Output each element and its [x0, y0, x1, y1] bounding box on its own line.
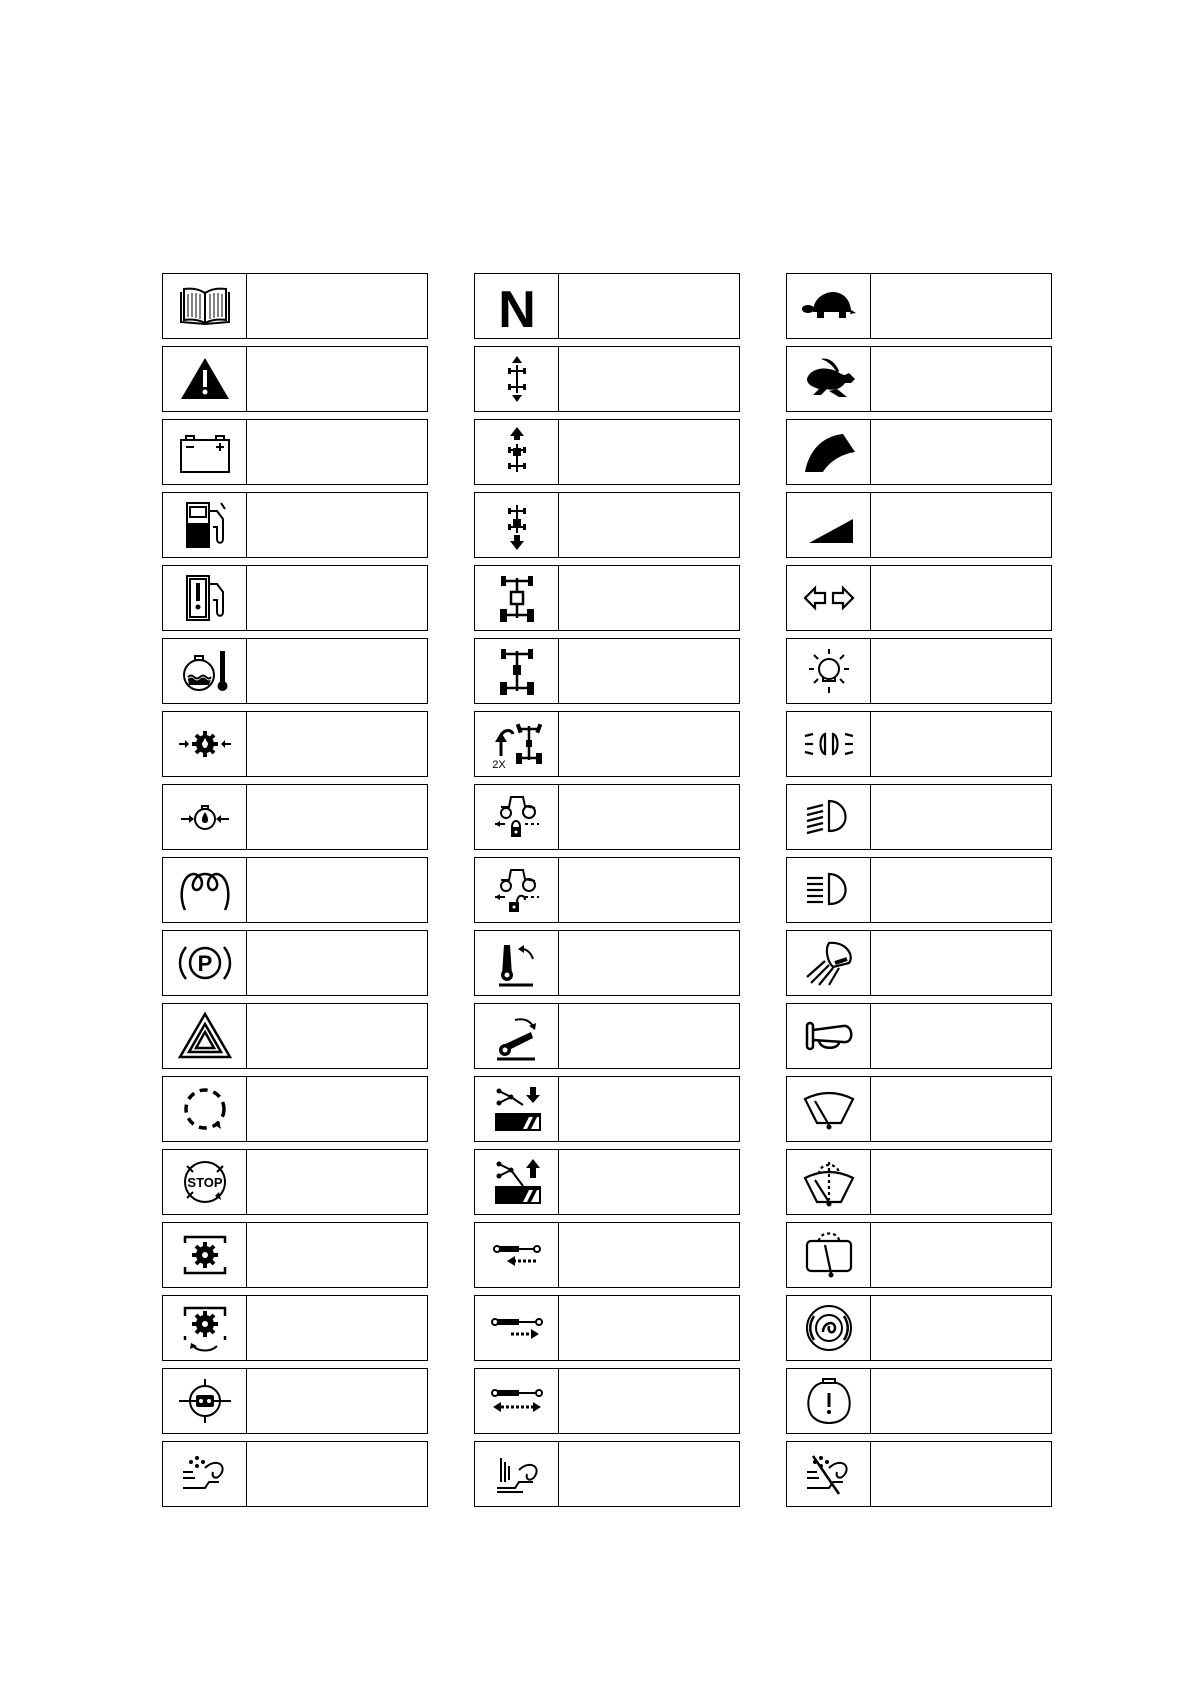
fast-rabbit-icon: [787, 347, 871, 411]
coolant-temperature-icon: [163, 639, 247, 703]
symbol-row: [162, 273, 428, 339]
slow-turtle-icon: [787, 274, 871, 338]
symbol-row: [162, 492, 428, 558]
symbol-row: [474, 346, 740, 412]
symbol-row: [474, 1368, 740, 1434]
symbol-description: [247, 493, 427, 557]
symbol-row: [786, 711, 1052, 777]
symbol-description: [559, 1442, 739, 1506]
lever-lower-icon: [475, 1004, 559, 1068]
low-fuel-warning-icon: [163, 566, 247, 630]
svg-text:P: P: [197, 951, 212, 976]
symbol-row: [162, 1295, 428, 1361]
symbol-description: [871, 1442, 1051, 1506]
symbol-row: [162, 1441, 428, 1507]
symbol-row: [162, 857, 428, 923]
symbol-row: [786, 638, 1052, 704]
windshield-washer-icon: [787, 1150, 871, 1214]
symbol-description: [247, 1442, 427, 1506]
low-beam-icon: [787, 785, 871, 849]
svg-text:STOP: STOP: [186, 1175, 223, 1190]
symbol-description: [871, 1296, 1051, 1360]
symbol-row: [162, 1076, 428, 1142]
symbol-description: [247, 639, 427, 703]
symbol-row: [786, 1441, 1052, 1507]
symbol-description: [871, 1150, 1051, 1214]
symbol-row: [474, 1003, 740, 1069]
warning-triangle-icon: [163, 347, 247, 411]
neutral-label: N: [497, 281, 536, 332]
symbol-row: [162, 419, 428, 485]
symbol-row: [786, 346, 1052, 412]
engine-oil-pressure-icon: [163, 785, 247, 849]
symbol-row: [474, 1222, 740, 1288]
hazard-warning-icon: [163, 1004, 247, 1068]
symbol-row: [474, 1076, 740, 1142]
symbol-description: [247, 420, 427, 484]
symbol-description: [871, 858, 1051, 922]
symbol-row: [474, 711, 740, 777]
symbol-row: [162, 638, 428, 704]
symbol-description: [559, 347, 739, 411]
symbol-description: [559, 566, 739, 630]
spray-nozzle-icon: [163, 1442, 247, 1506]
symbol-description: [871, 1077, 1051, 1141]
symbol-description: [559, 931, 739, 995]
brake-warning-icon: [787, 1369, 871, 1433]
symbol-description: [247, 785, 427, 849]
symbol-row: [474, 930, 740, 996]
symbol-row: [474, 1295, 740, 1361]
symbol-description: [247, 1004, 427, 1068]
variable-ramp-icon: [787, 493, 871, 557]
symbol-row: [162, 930, 428, 996]
tractor-unlock-icon: [475, 858, 559, 922]
rear-wheel-drive-icon: [475, 493, 559, 557]
throttle-curve-icon: [787, 420, 871, 484]
transmission-oil-pressure-icon: [163, 712, 247, 776]
parking-brake-icon: [163, 931, 247, 995]
symbol-row: [162, 346, 428, 412]
symbol-description: [559, 785, 739, 849]
symbol-row: [474, 565, 740, 631]
symbol-column-2: [474, 273, 740, 1514]
symbol-description: [871, 1369, 1051, 1433]
tractor-lock-icon: [475, 785, 559, 849]
symbol-row: [162, 711, 428, 777]
high-beam-icon: [787, 858, 871, 922]
symbol-description: [247, 858, 427, 922]
symbol-row: [786, 1368, 1052, 1434]
glow-plug-icon: [163, 858, 247, 922]
four-wheel-drive-icon: [475, 566, 559, 630]
cylinder-float-icon: [475, 1369, 559, 1433]
symbol-description: [247, 931, 427, 995]
four-wheel-drive-locked-icon: [475, 639, 559, 703]
horn-icon: [787, 1004, 871, 1068]
symbol-description: [247, 566, 427, 630]
windshield-wiper-icon: [787, 1077, 871, 1141]
symbol-description: [247, 1150, 427, 1214]
four-wheel-drive-2x-icon: [475, 712, 559, 776]
symbol-row: [474, 857, 740, 923]
operator-manual-icon: [163, 274, 247, 338]
symbol-row: [786, 784, 1052, 850]
symbol-description: [871, 274, 1051, 338]
symbol-description: [559, 858, 739, 922]
2x-label: 2X: [491, 759, 506, 770]
fuel-level-icon: [163, 493, 247, 557]
symbol-description: [559, 1369, 739, 1433]
hitch-lower-icon: [475, 1077, 559, 1141]
symbol-description: [247, 1077, 427, 1141]
cylinder-extend-icon: [475, 1296, 559, 1360]
symbol-row: [162, 1149, 428, 1215]
symbol-description: [559, 712, 739, 776]
symbol-description: [247, 347, 427, 411]
symbol-description: [871, 785, 1051, 849]
symbol-description: [559, 1077, 739, 1141]
symbol-description: [559, 639, 739, 703]
symbol-description: [559, 274, 739, 338]
symbol-description: [559, 420, 739, 484]
symbol-description: [871, 493, 1051, 557]
symbol-row: [474, 638, 740, 704]
symbol-description: [559, 1296, 739, 1360]
symbol-row: [786, 1222, 1052, 1288]
symbol-row: [162, 565, 428, 631]
neutral-icon: [475, 274, 559, 338]
hitch-raise-icon: [475, 1150, 559, 1214]
lever-raise-icon: [475, 931, 559, 995]
symbol-description: [871, 639, 1051, 703]
symbol-description: [559, 493, 739, 557]
symbol-row: [786, 1003, 1052, 1069]
pto-engaged-icon: [163, 1223, 247, 1287]
symbol-description: [871, 566, 1051, 630]
cylinder-retract-icon: [475, 1223, 559, 1287]
position-light-icon: [787, 712, 871, 776]
spray-off-icon: [787, 1442, 871, 1506]
symbol-description: [871, 931, 1051, 995]
pto-rotation-icon: [163, 1077, 247, 1141]
symbol-row: [786, 1295, 1052, 1361]
symbol-column-3: [786, 273, 1052, 1514]
symbol-description: [559, 1150, 739, 1214]
differential-lock-icon: [163, 1369, 247, 1433]
symbol-description: [247, 274, 427, 338]
symbol-description: [247, 1223, 427, 1287]
turn-signal-icon: [787, 566, 871, 630]
two-wheel-drive-icon: [475, 347, 559, 411]
symbol-row: [786, 565, 1052, 631]
symbol-description: [559, 1004, 739, 1068]
symbol-row: [474, 419, 740, 485]
pto-engaged-rotation-icon: [163, 1296, 247, 1360]
symbol-row: [162, 1222, 428, 1288]
symbol-row: [786, 1149, 1052, 1215]
symbol-column-1: [162, 273, 428, 1514]
brake-fluid-icon: [787, 1296, 871, 1360]
symbol-row: [162, 1368, 428, 1434]
symbol-description: [871, 347, 1051, 411]
spray-hand-icon: [475, 1442, 559, 1506]
symbol-description: [559, 1223, 739, 1287]
floodlight-icon: [787, 931, 871, 995]
symbol-row: [786, 492, 1052, 558]
symbol-description: [871, 420, 1051, 484]
symbol-description: [247, 1296, 427, 1360]
work-light-icon: [787, 639, 871, 703]
symbol-row: [786, 419, 1052, 485]
battery-icon: [163, 420, 247, 484]
symbol-description: [247, 712, 427, 776]
symbol-row: [162, 784, 428, 850]
symbol-description: [871, 712, 1051, 776]
symbol-row: [786, 273, 1052, 339]
front-wheel-drive-icon: [475, 420, 559, 484]
symbol-row: [786, 857, 1052, 923]
symbol-row: [474, 1441, 740, 1507]
rear-wiper-icon: [787, 1223, 871, 1287]
symbol-description: [871, 1223, 1051, 1287]
symbol-row: [474, 273, 740, 339]
symbol-row: [786, 930, 1052, 996]
symbol-row: [474, 1149, 740, 1215]
symbol-row: [474, 784, 740, 850]
symbol-row: [786, 1076, 1052, 1142]
symbol-row: [162, 1003, 428, 1069]
symbol-description: [871, 1004, 1051, 1068]
symbol-row: [474, 492, 740, 558]
symbol-description: [247, 1369, 427, 1433]
pto-stop-icon: [163, 1150, 247, 1214]
